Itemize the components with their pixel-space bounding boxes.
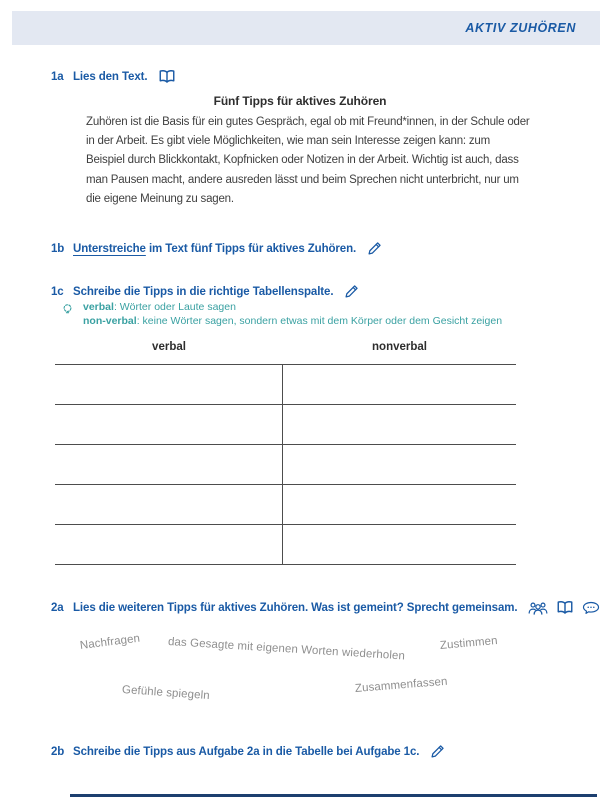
task-label: Schreibe die Tipps aus Aufgabe 2a in die Tabelle bei Aufgabe 1c. [73,745,420,758]
tip-word: das Gesagte mit eigenen Worten wiederholen [167,636,406,663]
underlined-word: Unterstreiche [73,242,146,255]
task-label: Lies den Text. [73,70,148,83]
hint-text [83,300,502,328]
page-header-title: AKTIV ZUHÖREN [465,21,576,35]
header-band [12,11,600,45]
pencil-icon [344,284,359,299]
pencil-icon [367,241,382,256]
task-1b [51,241,382,256]
table-row [55,445,516,485]
tip-word: Zusammenfassen [354,675,448,695]
task-label: Lies die weiteren Tipps für aktives Zuhören. Was ist gemeint? Sprecht gemeinsam. [73,601,518,614]
table-row [55,365,516,405]
answer-cell-verbal[interactable] [55,525,283,564]
answer-cell-nonverbal[interactable] [283,525,516,564]
group-work-icon [528,601,548,615]
hint-box [60,300,502,328]
answer-cell-nonverbal[interactable] [283,445,516,484]
task-number: 2b [51,745,65,758]
tip-word: Gefühle spiegeln [121,684,211,703]
hint-line-verbal [83,300,502,314]
task-label [73,243,356,255]
open-book-icon [556,600,574,615]
task-2a [51,600,600,615]
task-label: Schreibe die Tipps in die richtige Tabellenspalte. [73,285,334,298]
task-2b [51,744,445,759]
lightbulb-icon [60,301,75,328]
answer-cell-nonverbal[interactable] [283,405,516,444]
column-header-verbal: verbal [152,341,186,353]
pencil-icon [430,744,445,759]
answer-cell-nonverbal[interactable] [283,485,516,524]
task-number: 2a [51,601,64,614]
task-1c [51,284,359,299]
speech-bubble-icon [582,601,600,615]
hint-term: verbal [83,301,114,313]
reading-text [86,113,530,209]
answer-cell-verbal[interactable] [55,405,283,444]
answer-table [55,364,516,566]
task-number: 1c [51,285,64,298]
answer-cell-verbal[interactable] [55,485,283,524]
reading-line: man Pausen macht, andere ausreden lässt und beim Sprechen nicht unterbricht, nur um [86,173,519,186]
task-icons [528,600,600,615]
reading-line: Beispiel durch Blickkontakt, Kopfnicken oder Notizen in der Arbeit. Wichtig ist auch, dass [86,154,519,167]
hint-definition: : Wörter oder Laute sagen [113,301,236,313]
open-book-icon [158,69,176,84]
answer-cell-verbal[interactable] [55,445,283,484]
task-label-rest: im Text fünf Tipps für aktives Zuhören. [145,242,357,255]
reading-line: die eigene Meinung zu sagen. [86,192,234,205]
reading-line: in der Arbeit. Es gibt viele Möglichkeiten, wie man sein Interesse zeigen kann: zum [86,135,491,148]
hint-term: non-verbal [83,315,137,327]
hint-line-nonverbal [83,314,502,328]
reading-text-title: Fünf Tipps für aktives Zuhören [213,94,387,108]
task-number: 1b [51,242,65,255]
table-row [55,485,516,525]
hint-definition: : keine Wörter sagen, sondern etwas mit dem Körper oder dem Gesicht zeigen [136,315,503,327]
column-header-nonverbal: nonverbal [372,341,427,353]
task-number: 1a [51,70,64,83]
table-row [55,525,516,565]
task-1a [51,69,176,84]
tip-word: Nachfragen [79,632,141,652]
reading-line: Zuhören ist die Basis für ein gutes Gespräch, egal ob mit Freund*innen, in der Schule oder [86,116,530,128]
answer-cell-verbal[interactable] [55,365,283,404]
table-row [55,405,516,445]
answer-cell-nonverbal[interactable] [283,365,516,404]
footer-rule [70,794,597,797]
tip-word: Zustimmen [439,634,499,652]
